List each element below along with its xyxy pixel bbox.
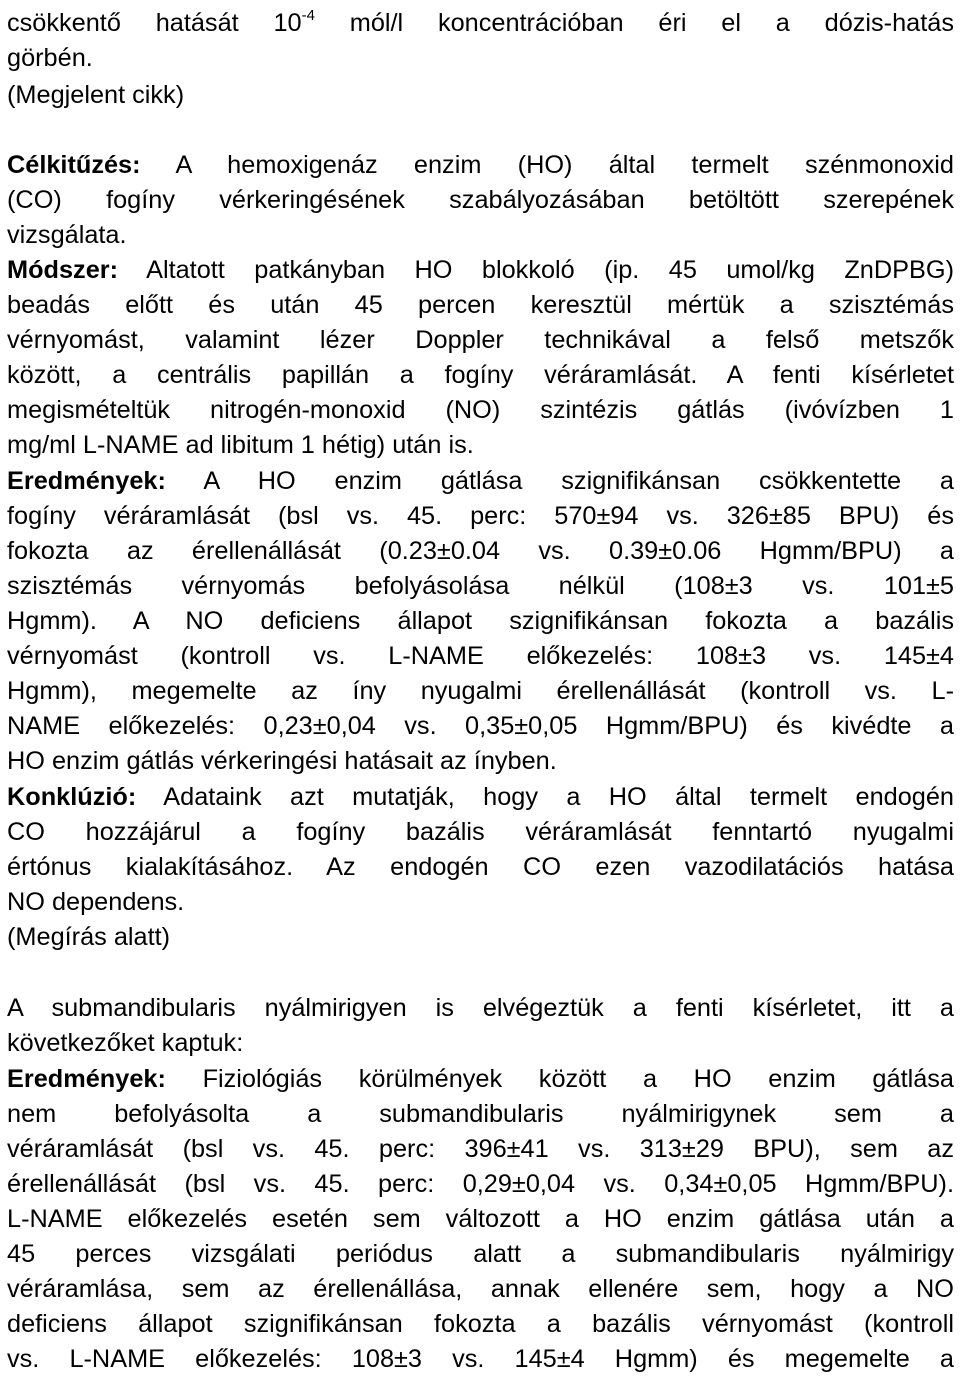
paragraph-line: L-NAME előkezelés esetén sem változott a HO enzim gátlása után a [7,1205,954,1233]
paragraph-line: szisztémás vérnyomás befolyásolása nélkül (108±3 vs. 101±5 [7,572,954,600]
aim-line [7,150,954,180]
paragraph-line: 45 perces vizsgálati periódus alatt a submandibularis nyálmirigy [7,1240,954,1268]
results-label: Eredmények: [7,1065,166,1093]
conclusion-line [7,782,954,812]
results-text: A HO enzim gátlása szignifikánsan csökkentette a [203,467,954,495]
paragraph-line: CO hozzájárul a fogíny bazális véráramlását fenntartó nyugalmi [7,818,954,846]
method-label: Módszer: [7,256,119,284]
paragraph-line: A submandibularis nyálmirigyen is elvégeztük a fenti kísérletet, itt a [7,994,954,1022]
publication-status: (Megjelent cikk) [7,81,185,109]
results-line [7,466,954,496]
paragraph-line: véráramlása, sem az érellenállása, annak ellenére sem, hogy a NO [7,1275,954,1303]
paragraph-line: (CO) fogíny vérkeringésének szabályozásában betöltött szerepének [7,186,954,214]
results-label: Eredmények: [7,467,166,495]
paragraph-line: következőket kaptuk: [7,1029,244,1057]
conclusion-label: Konklúzió: [7,783,137,811]
paragraph-line [7,8,954,38]
paragraph-line: nem befolyásolta a submandibularis nyálmirigynek sem a [7,1100,954,1128]
paragraph-line: érellenállását (bsl vs. 45. perc: 0,29±0,04 vs. 0,34±0,05 Hgmm/BPU). [7,1170,954,1198]
exponent: -4 [301,7,315,24]
paragraph-line: vs. L-NAME előkezelés: 108±3 vs. 145±4 Hgmm) és megemelte a [7,1345,954,1373]
paragraph-line: vérnyomást (kontroll vs. L-NAME előkezelés: 108±3 vs. 145±4 [7,642,954,670]
paragraph-line: megismételtük nitrogén-monoxid (NO) szintézis gátlás (ivóvízben 1 [7,396,954,424]
paragraph-line: vizsgálata. [7,221,127,249]
lead-text-start: csökkentő hatását 10 [7,9,302,37]
results-text: Fiziológiás körülmények között a HO enzim gátlása [202,1065,955,1093]
paragraph-line: értónus kialakításához. Az endogén CO ezen vazodilatációs hatása [7,853,954,881]
paragraph-line: Hgmm), megemelte az íny nyugalmi érellenállását (kontroll vs. L- [7,677,954,705]
paragraph-line: között, a centrális papillán a fogíny véráramlását. A fenti kísérletet [7,361,954,389]
publication-status: (Megírás alatt) [7,923,171,951]
paragraph-line: vérnyomást, valamint lézer Doppler technikával a felső metszők [7,326,954,354]
paragraph-line: Hgmm). A NO deficiens állapot szignifikánsan fokozta a bazális [7,607,954,635]
paragraph-line: mg/ml L-NAME ad libitum 1 hétig) után is. [7,431,474,459]
aim-label: Célkitűzés: [7,151,141,179]
conclusion-text: Adataink azt mutatják, hogy a HO által termelt endogén [163,783,954,811]
aim-text: A hemoxigenáz enzim (HO) által termelt szénmonoxid [175,151,954,179]
results-line [7,1064,954,1094]
paragraph-line: deficiens állapot szignifikánsan fokozta a bazális vérnyomást (kontroll [7,1310,954,1338]
method-text: Altatott patkányban HO blokkoló (ip. 45 umol/kg ZnDPBG) [146,256,954,284]
method-line [7,255,954,285]
paragraph-line: beadás előtt és után 45 percen keresztül mértük a szisztémás [7,291,954,319]
paragraph-line: görbén. [7,44,93,72]
paragraph-line: NO dependens. [7,888,185,916]
paragraph-line: fogíny véráramlását (bsl vs. 45. perc: 570±94 vs. 326±85 BPU) és [7,502,954,530]
paragraph-line: fokozta az érellenállását (0.23±0.04 vs. 0.39±0.06 Hgmm/BPU) a [7,537,954,565]
lead-text-end: mól/l koncentrációban éri el a dózis-hatás [349,9,954,37]
paragraph-line: HO enzim gátlás vérkeringési hatásait az ínyben. [7,747,557,775]
paragraph-line: véráramlását (bsl vs. 45. perc: 396±41 vs. 313±29 BPU), sem az [7,1135,954,1163]
paragraph-line: NAME előkezelés: 0,23±0,04 vs. 0,35±0,05 Hgmm/BPU) és kivédte a [7,712,954,740]
